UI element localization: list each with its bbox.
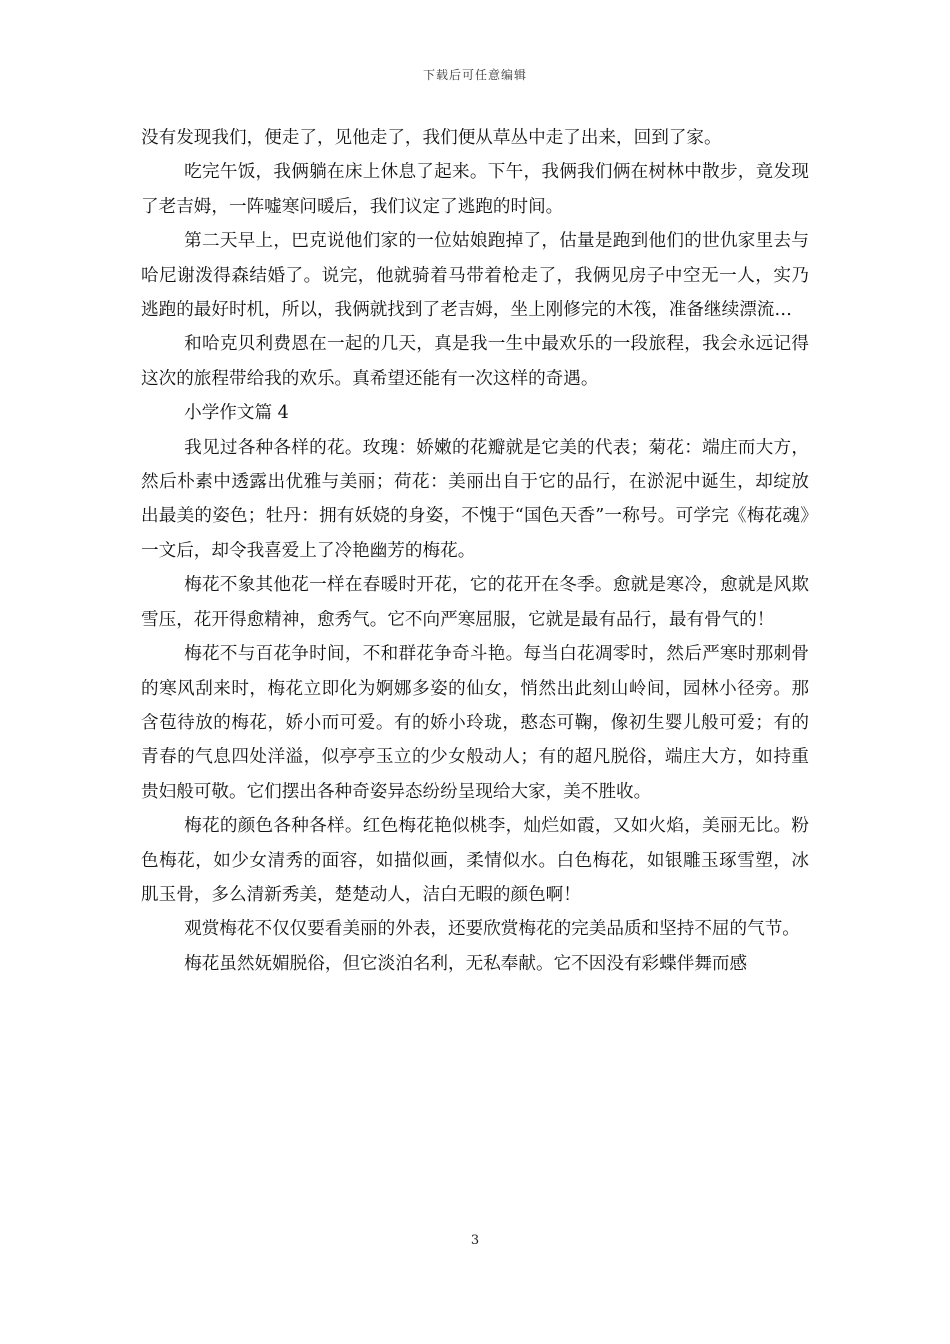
paragraph: 梅花不象其他花一样在春暖时开花，它的花开在冬季。愈就是寒冷，愈就是风欺雪压，花开得愈精神，愈秀气。它不向严寒屈服，它就是最有品行，最有骨气的！ [141,575,809,630]
section-heading: 小学作文篇 4 [184,403,289,424]
paragraph: 观赏梅花不仅仅要看美丽的外表，还要欣赏梅花的完美品质和坚持不屈的气节。 [184,919,800,940]
paragraph: 梅花不与百花争时间，不和群花争奇斗艳。每当白花凋零时，然后严寒时那刺骨的寒风刮来时，梅花立即化为婀娜多姿的仙女，悄然出此刻山岭间，园林小径旁。那含苞待放的梅花，娇小而可爱。有的娇小玲珑，憨态可鞠，像初生婴儿般可爱；有的青春的气息四处洋溢，似亭亭玉立的少女般动人；有的超凡脱俗，端庄大方，如持重贵妇般可敬。它们摆出各种奇姿异态纷纷呈现给大家，美不胜收。 [141,644,809,802]
page-number: 3 [470,1233,480,1248]
paragraph: 和哈克贝利费恩在一起的几天，真是我一生中最欢乐的一段旅程，我会永远记得这次的旅程带给我的欢乐。真希望还能有一次这样的奇遇。 [141,334,809,389]
paragraph: 梅花虽然妩媚脱俗，但它淡泊名利，无私奉献。它不因没有彩蝶伴舞而感 [184,953,748,974]
document-body [141,121,809,981]
paragraph: 梅花的颜色各种各样。红色梅花艳似桃李，灿烂如霞，又如火焰，美丽无比。粉色梅花，如少女清秀的面容，如描似画，柔情似水。白色梅花，如银雕玉琢雪塑，冰肌玉骨，多么清新秀美，楚楚动人，洁白无暇的颜色啊！ [141,816,809,905]
paragraph: 第二天早上，巴克说他们家的一位姑娘跑掉了，估量是跑到他们的世仇家里去与哈尼谢泼得森结婚了。说完，他就骑着马带着枪走了，我俩见房子中空无一人，实乃逃跑的最好时机，所以，我俩就找到了老吉姆，坐上刚修完的木筏，准备继续漂流… [141,231,809,321]
paragraph: 没有发现我们，便走了，见他走了，我们便从草丛中走了出来，回到了家。 [141,128,722,148]
paragraph: 吃完午饭，我俩躺在床上休息了起来。下午，我俩我们俩在树林中散步，竟发现了老吉姆，一阵嘘寒问暖后，我们议定了逃跑的时间。 [141,162,809,217]
paragraph: 我见过各种各样的花。玫瑰：娇嫩的花瓣就是它美的代表；菊花：端庄而大方，然后朴素中透露出优雅与美丽；荷花：美丽出自于它的品行，在淤泥中诞生，却绽放出最美的姿色；牡丹：拥有妖娆的身姿，不愧于“国色天香”一称号。可学完《梅花魂》一文后，却令我喜爱上了冷艳幽芳的梅花。 [141,437,809,561]
page-header: 下载后可任意编辑 [422,68,527,82]
